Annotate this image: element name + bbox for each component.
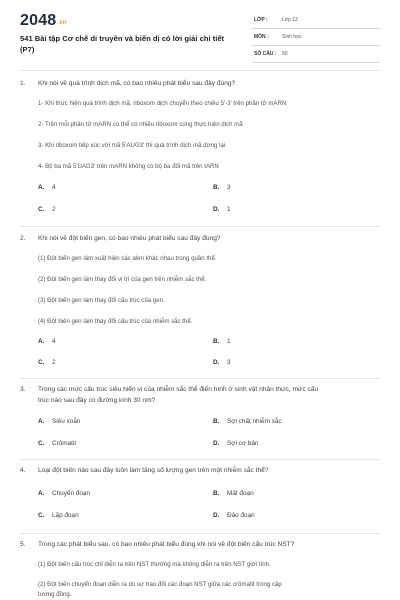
statement: (1) Đột biến cấu trúc chỉ diễn ra trên NST thường mà không diễn ra trên NST giới tính.	[38, 561, 271, 568]
option-letter: D.	[213, 206, 220, 213]
meta-value: Lớp 12	[282, 17, 298, 23]
statement: (2) Đột biến chuyển đoạn diễn ra do sự trao đổi các đoạn NST giữa các crômatit trong cặp	[38, 581, 282, 588]
answer-option-d[interactable]	[213, 512, 255, 519]
meta-label: LỚP :	[254, 17, 268, 23]
answer-option-c[interactable]	[38, 440, 76, 447]
option-text: 1	[227, 206, 231, 213]
question-text-line: Trong các mức cấu trúc siêu hiển vi của nhiễm sắc thể điển hình ở sinh vật nhân thực, mức cấu	[38, 386, 319, 393]
meta-label: MÔN :	[254, 34, 269, 40]
question-text: Khi nói về quá trình dịch mã, có bao nhiêu phát biểu sau đây đúng?	[38, 80, 236, 87]
statement: tương đồng.	[38, 591, 72, 598]
document-header	[0, 0, 400, 66]
meta-row-class	[252, 14, 380, 29]
statement: (4) Đột biến gen làm thay đổi cấu trúc của nhiễm sắc thể.	[38, 318, 193, 325]
meta-row-subject	[252, 31, 380, 46]
logo-tld: .vn	[57, 20, 67, 26]
question-number: 4.	[20, 467, 26, 474]
statement: (3) Đột biến gen làm thay đổi cấu trúc của gen.	[38, 297, 165, 304]
answer-option-a[interactable]	[38, 418, 80, 425]
option-text: Siêu xoắn	[52, 418, 81, 425]
option-text: Mất đoạn	[227, 490, 254, 497]
answer-option-d[interactable]	[213, 359, 231, 366]
divider	[20, 533, 380, 534]
option-text: Crômatit	[52, 440, 77, 447]
answer-option-d[interactable]	[213, 440, 258, 447]
option-letter: C.	[38, 440, 45, 447]
statement: 2- Trên mỗi phân tử mARN có thể có nhiều riboxom cùng thực hiện dịch mã	[38, 121, 243, 128]
option-letter: B.	[213, 338, 220, 345]
answer-option-b[interactable]	[213, 418, 282, 425]
option-letter: B.	[213, 184, 220, 191]
divider	[20, 70, 380, 71]
question-text: Trong các phát biểu sau, có bao nhiêu phát biểu đúng khi nói về đột biến cấu trúc NST?	[38, 541, 295, 548]
answer-option-c[interactable]	[38, 359, 56, 366]
option-text: Đảo đoạn	[227, 512, 255, 519]
statement: 1- Khi thực hiện quá trình dịch mã, riboxom dịch chuyển theo chiều 5'-3' trên phân tử mARN	[38, 100, 287, 107]
question-text-line: trúc nào sau đây có đường kính 30 nm?	[38, 397, 156, 404]
question-text: Khi nói về đột biến gen, có bao nhiêu phát biểu sau đây đúng?	[38, 235, 221, 242]
answer-option-b[interactable]	[213, 184, 231, 191]
answer-option-d[interactable]	[213, 206, 231, 213]
option-text: 2	[52, 206, 56, 213]
option-letter: A.	[38, 490, 45, 497]
logo-text: 2048	[20, 12, 57, 29]
statement: (2) Đột biến gen làm thay đổi vị trí của gen trên nhiễm sắc thể.	[38, 276, 207, 283]
statement: 4- Bộ ba mã 5'UAG3' trên mARN không có bộ ba đối mã trên tARN	[38, 163, 219, 170]
meta-row-count	[252, 48, 380, 63]
option-letter: A.	[38, 184, 45, 191]
option-letter: C.	[38, 206, 45, 213]
option-text: 1	[227, 338, 231, 345]
question-number: 2.	[20, 235, 26, 242]
question-number: 5.	[20, 541, 26, 548]
option-letter: D.	[213, 440, 220, 447]
answer-option-a[interactable]	[38, 490, 90, 497]
option-text: 4	[52, 338, 56, 345]
meta-value: 50	[282, 51, 288, 57]
option-letter: D.	[213, 359, 220, 366]
answer-option-b[interactable]	[213, 490, 254, 497]
document-meta	[252, 14, 380, 65]
question-number: 1.	[20, 80, 26, 87]
divider	[20, 459, 380, 460]
option-letter: C.	[38, 512, 45, 519]
meta-value: Sinh học	[282, 34, 302, 40]
option-text: 3	[227, 184, 231, 191]
divider	[20, 378, 380, 379]
option-letter: B.	[213, 490, 220, 497]
option-text: 2	[52, 359, 56, 366]
statement: 3- Khi riboxom tiếp xúc với mã 5'AUG3' thì quá trình dịch mã dừng lại	[38, 142, 226, 149]
option-text: Sợi chất nhiễm sắc	[227, 418, 282, 425]
question-number: 3.	[20, 386, 26, 393]
answer-option-b[interactable]	[213, 338, 231, 345]
option-text: Sợi cơ bản	[227, 440, 259, 447]
site-logo[interactable]	[20, 12, 67, 30]
answer-option-a[interactable]	[38, 338, 56, 345]
answer-option-c[interactable]	[38, 512, 79, 519]
option-letter: A.	[38, 418, 45, 425]
divider	[20, 226, 380, 227]
answer-option-a[interactable]	[38, 184, 56, 191]
statement: (1) Đột biến gen làm xuất hiện các alen khác nhau trong quần thể.	[38, 255, 217, 262]
option-text: Chuyển đoạn	[52, 490, 91, 497]
option-text: Lặp đoạn	[52, 512, 79, 519]
document-title: 541 Bài tập Cơ chế di truyền và biến dị có lời giải chi tiết (P7)	[20, 34, 225, 54]
option-letter: D.	[213, 512, 220, 519]
meta-label: SỐ CÂU :	[254, 51, 277, 57]
option-letter: A.	[38, 338, 45, 345]
option-letter: B.	[213, 418, 220, 425]
answer-option-c[interactable]	[38, 206, 56, 213]
option-letter: C.	[38, 359, 45, 366]
option-text: 4	[52, 184, 56, 191]
question-text: Loại đột biến nào sau đây luôn làm tăng số lượng gen trên một nhiễm sắc thể?	[38, 467, 269, 474]
option-text: 3	[227, 359, 231, 366]
